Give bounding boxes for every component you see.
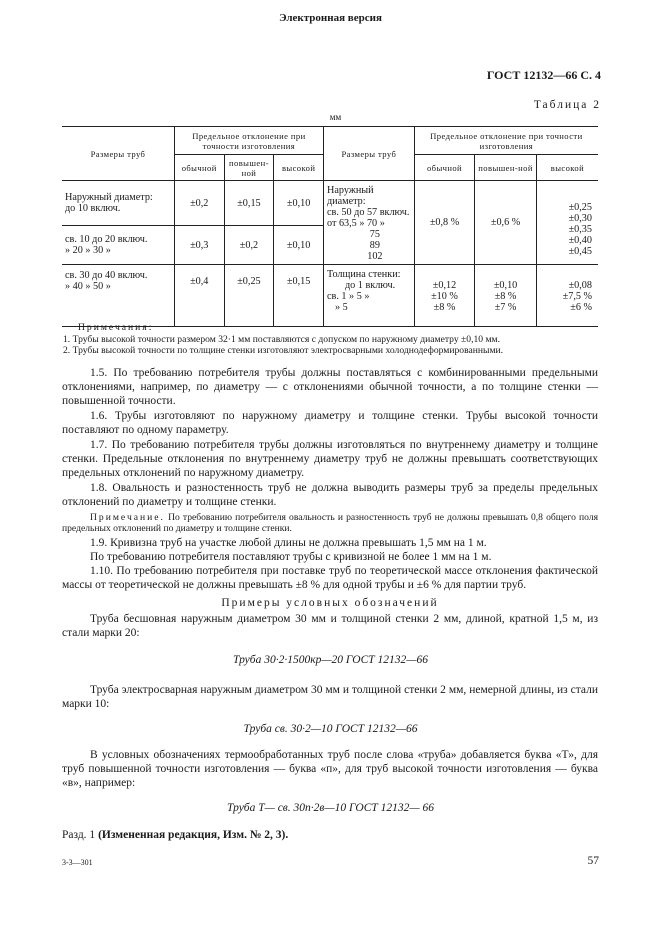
size-line: Толщина стенки: bbox=[326, 269, 401, 280]
designation-example-1: Труба 30·2·1500кр—20 ГОСТ 12132—66 bbox=[232, 654, 429, 666]
increased-value: ±0,15 bbox=[224, 181, 274, 226]
size-line: 102 bbox=[367, 251, 383, 262]
example-3-text: В условных обозначениях термообработанных труб после слова «труба» добавляется буква «Т», для труб повышенной точности изготовления — буква «п», для труб высокой точности изготовления — буква «в», например: bbox=[62, 749, 598, 789]
size-line: » 40 » 50 » bbox=[65, 281, 111, 292]
paragraph-1-7: 1.7. По требованию потребителя трубы должны изготовляться по внутреннему диаметру и толщине стенки. Предельные отклонения по внутреннему диаметру труб не должны превышать соответствующих предельных отклонений по наружному диаметру. bbox=[62, 439, 598, 479]
size-line: 89 bbox=[369, 240, 380, 251]
page-number: 57 bbox=[587, 855, 599, 867]
table-row bbox=[62, 181, 598, 226]
standard-header: ГОСТ 12132—66 С. 4 bbox=[486, 68, 601, 82]
increased-value: ±0,2 bbox=[224, 226, 274, 265]
size-cell bbox=[62, 265, 174, 327]
header-sizes-left: Размеры труб bbox=[62, 127, 174, 181]
size-line: св. 30 до 40 включ. bbox=[65, 270, 148, 281]
ordinary-value: ±0,3 bbox=[174, 226, 224, 265]
table-row bbox=[62, 265, 598, 327]
header-increased-right: повышен-ной bbox=[475, 155, 537, 181]
size-cell bbox=[62, 181, 174, 226]
example-1-text: Труба бесшовная наружным диаметром 30 мм и толщиной стенки 2 мм, длиной, кратной 1,5 м, из стали марки 20: bbox=[62, 613, 598, 639]
table-unit: мм bbox=[329, 112, 342, 122]
header-ordinary-left: обычной bbox=[174, 155, 224, 181]
high-value-list bbox=[536, 181, 598, 265]
main-text bbox=[62, 366, 598, 640]
note-item: 1. Трубы высокой точности размером 32·1 мм поставляются с допуском по наружному диаметру ±0,10 мм. bbox=[63, 333, 501, 345]
example-2-text: Труба электросварная наружным диаметром 30 мм и толщиной стенки 2 мм, немерной длины, из стали марки 10: bbox=[62, 684, 598, 710]
size-cell-right-diameter bbox=[323, 181, 414, 265]
designation-example-3: Труба Т— св. 30п·2в—10 ГОСТ 12132— 66 bbox=[226, 802, 435, 814]
table-caption: Таблица 2 bbox=[533, 99, 601, 111]
header-ordinary-right: обычной bbox=[414, 155, 475, 181]
high-value: ±7,5 % bbox=[562, 291, 592, 302]
high-value: ±0,10 bbox=[274, 226, 324, 265]
size-line: » 20 » 30 » bbox=[65, 245, 111, 257]
paragraph-1-8: 1.8. Овальность и разностенность труб не должна выводить размеры труб за пределы предельных отклонений по диаметру и толщине стенки. bbox=[62, 482, 598, 508]
ordinary-value-list bbox=[414, 265, 475, 327]
ordinary-value: ±8 % bbox=[433, 302, 456, 313]
high-value: ±0,35 bbox=[568, 224, 592, 235]
electronic-version-banner: Электронная версия bbox=[279, 12, 382, 24]
example-2-block bbox=[62, 683, 598, 711]
size-line: » 5 bbox=[334, 302, 348, 313]
size-line: св. 1 » 5 » bbox=[326, 291, 370, 302]
size-line: Наружный диаметр: bbox=[326, 185, 374, 207]
header-deviation-left: Предельное отклонение при точности изготовления bbox=[174, 127, 323, 155]
ordinary-value: ±0,8 % bbox=[414, 181, 475, 265]
size-line: 75 bbox=[369, 229, 380, 240]
ordinary-value: ±0,4 bbox=[174, 265, 224, 327]
increased-value: ±0,6 % bbox=[475, 181, 537, 265]
header-high-left: высокой bbox=[274, 155, 324, 181]
increased-value: ±7 % bbox=[494, 302, 517, 313]
examples-heading: Примеры условных обозначений bbox=[221, 597, 439, 609]
high-value: ±0,25 bbox=[568, 202, 592, 213]
revision-note bbox=[62, 828, 598, 842]
size-line: до 10 включ. bbox=[65, 203, 121, 215]
note-text: По требованию потребителя овальность и разностенность труб не должны превышать 0,8 общего поля предельных отклонений по диаметру и толщине стенки. bbox=[62, 512, 598, 534]
high-value: ±6 % bbox=[570, 302, 592, 313]
high-value: ±0,40 bbox=[568, 235, 592, 246]
ordinary-value: ±10 % bbox=[431, 291, 458, 302]
header-deviation-right: Предельное отклонение при точности изготовления bbox=[414, 127, 598, 155]
high-value: ±0,30 bbox=[568, 213, 592, 224]
notes-title: Примечания: bbox=[78, 322, 154, 333]
paragraph-1-10: 1.10. По требованию потребителя при поставке труб по теоретической массе отклонения фактической массы от теоретической не должны превышать ±8 % для одной трубы и ±6 % для партии труб. bbox=[62, 565, 598, 591]
paragraph-1-5: 1.5. По требованию потребителя трубы должны поставляться с комбинированными предельными отклонениями, например, по диаметру — с отклонениями обычной точности, а по толщине стенки — повышенной точности. bbox=[62, 367, 598, 407]
size-cell bbox=[62, 226, 174, 265]
header-increased-left: повышен-ной bbox=[224, 155, 274, 181]
header-sizes-right: Размеры труб bbox=[323, 127, 414, 181]
high-value: ±0,08 bbox=[568, 280, 592, 291]
increased-value: ±0,10 bbox=[493, 280, 518, 291]
example-3-block bbox=[62, 748, 598, 790]
ordinary-value: ±0,2 bbox=[174, 181, 224, 226]
note-label: Примечание. bbox=[90, 512, 165, 523]
designation-example-2: Труба св. 30·2—10 ГОСТ 12132—66 bbox=[243, 723, 418, 735]
size-line: от 63,5 » 70 » bbox=[326, 218, 385, 229]
header-high-right: высокой bbox=[536, 155, 598, 181]
revision-prefix: Разд. 1 bbox=[62, 829, 99, 841]
ordinary-value: ±0,12 bbox=[432, 280, 457, 291]
high-value: ±0,45 bbox=[568, 246, 592, 257]
size-line: св. 10 до 20 включ. bbox=[65, 234, 148, 246]
high-value: ±0,15 bbox=[274, 265, 324, 327]
print-code: 3-3—301 bbox=[62, 858, 93, 867]
size-line: Наружный диаметр: bbox=[65, 192, 153, 204]
increased-value: ±0,25 bbox=[224, 265, 274, 327]
increased-value: ±8 % bbox=[494, 291, 517, 302]
size-cell-right-wall bbox=[323, 265, 414, 327]
high-value-list bbox=[536, 265, 598, 327]
paragraph-1-6: 1.6. Трубы изготовляют по наружному диаметру и толщине стенки. Трубы высокой точности поставляют по одному параметру. bbox=[62, 410, 598, 436]
tolerance-table bbox=[62, 126, 598, 327]
increased-value-list bbox=[475, 265, 537, 327]
table-notes bbox=[63, 322, 608, 357]
high-value: ±0,10 bbox=[274, 181, 324, 226]
revision-bold: (Измененная редакция, Изм. № 2, 3). bbox=[98, 829, 289, 841]
note-item: 2. Трубы высокой точности по толщине стенки изготовляют электросварными холоднодеформированными. bbox=[63, 345, 504, 356]
size-line: св. 50 до 57 включ. bbox=[326, 207, 410, 218]
size-line: до 1 включ. bbox=[344, 280, 396, 291]
paragraph-1-9: 1.9. Кривизна труб на участке любой длины не должна превышать 1,5 мм на 1 м. bbox=[90, 537, 487, 549]
paragraph-1-9-b: По требованию потребителя поставляют трубы с кривизной не более 1 мм на 1 м. bbox=[90, 551, 492, 563]
note-1-8 bbox=[62, 512, 598, 534]
